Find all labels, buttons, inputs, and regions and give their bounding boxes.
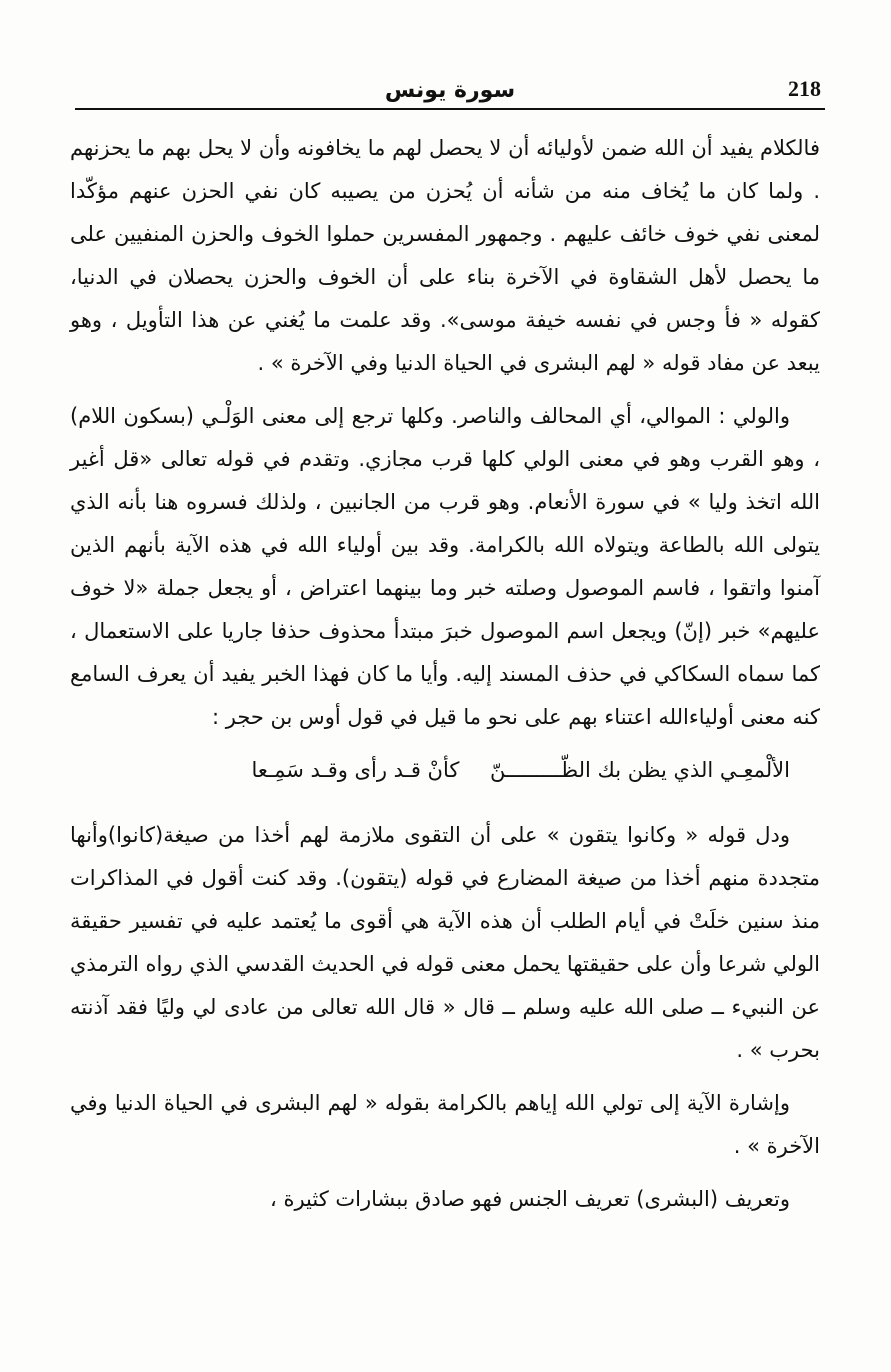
verse-first-hemistich: الألْمعِـي الذي يظن بك الظّـــــــــنّ xyxy=(490,758,790,782)
paragraph-1: فالكلام يفيد أن الله ضمن لأوليائه أن لا يحصل لهم ما يخافونه وأن لا يحل بهم ما يحزنهم . ولما كان ما يُخاف منه من شأنه أن يُحزن من يصيبه كان نفي الحزن عنهم مؤكّدا لمعنى نفي خوف خائف عليهم . وجمهور المفسرين حملوا الخوف والحزن المنفيين على ما يحصل لأهل الشقاوة في الآخرة بناء على أن الخوف والحزن يحصلان في الدنيا، كقوله « فأ وجس في نفسه خيفة موسى». وقد علمت ما يُغني عن هذا التأويل ، وهو يبعد عن مفاد قوله « لهم البشرى في الحياة الدنيا وفي الآخرة » . xyxy=(70,136,820,375)
page-number: 218 xyxy=(788,76,821,101)
body-text xyxy=(70,127,820,1231)
poetry-verse xyxy=(70,749,820,792)
page-header xyxy=(75,70,825,110)
paragraph-4: وإشارة الآية إلى تولي الله إياهم بالكرامة بقوله « لهم البشرى في الحياة الدنيا وفي الآخرة » . xyxy=(70,1091,820,1158)
header-rule xyxy=(75,108,825,110)
running-title: سورة يونس xyxy=(384,78,516,103)
verse-second-hemistich: كأنْ قـد رأى وقـد سَمِـعا xyxy=(251,758,460,782)
paragraph-5: وتعريف (البشرى) تعريف الجنس فهو صادق ببشارات كثيرة ، xyxy=(270,1187,790,1211)
paragraph-3: ودل قوله « وكانوا يتقون » على أن التقوى ملازمة لهم أخذا من صيغة(كانوا)وأنها متجددة منهم أخذا من صيغة المضارع في قوله (يتقون). وقد كنت أقول في المذاكرات منذ سنين خلَتْ في أيام الطلب أن هذه الآية هي أقوى ما يُعتمد عليه في تفسير حقيقة الولي شرعا وأن على حقيقتها يحمل معنى قوله في الحديث القدسي الذي رواه الترمذي عن النبيء ــ صلى الله عليه وسلم ــ قال « قال الله تعالى من عادى لي وليًا فقد آذنته بحرب » . xyxy=(70,823,820,1062)
paragraph-2: والولي : الموالي، أي المحالف والناصر. وكلها ترجع إلى معنى الوَلْـي (بسكون اللام) ، وهو القرب وهو في معنى الولي كلها قرب مجازي. وتقدم في قوله تعالى «قل أغير الله اتخذ وليا » في سورة الأنعام. وهو قرب من الجانبين ، ولذلك فسروه هنا بأنه الذي يتولى الله بالطاعة ويتولاه الله بالكرامة. وقد بين أولياء الله في هذه الآية بأنهم الذين آمنوا واتقوا ، فاسم الموصول وصلته خبر وما بينهما اعتراض ، أو يجعل جملة «لا خوف عليهم» خبر (إنّ) ويجعل اسم الموصول خبرَ مبتدأ محذوف حذفا جاريا على الاستعمال ، كما سماه السكاكي في حذف المسند إليه. وأيا ما كان فهذا الخبر يفيد أن يعرف السامع كنه معنى أولياءالله اعتناء بهم على نحو ما قيل في قول أوس بن حجر : xyxy=(70,404,820,729)
